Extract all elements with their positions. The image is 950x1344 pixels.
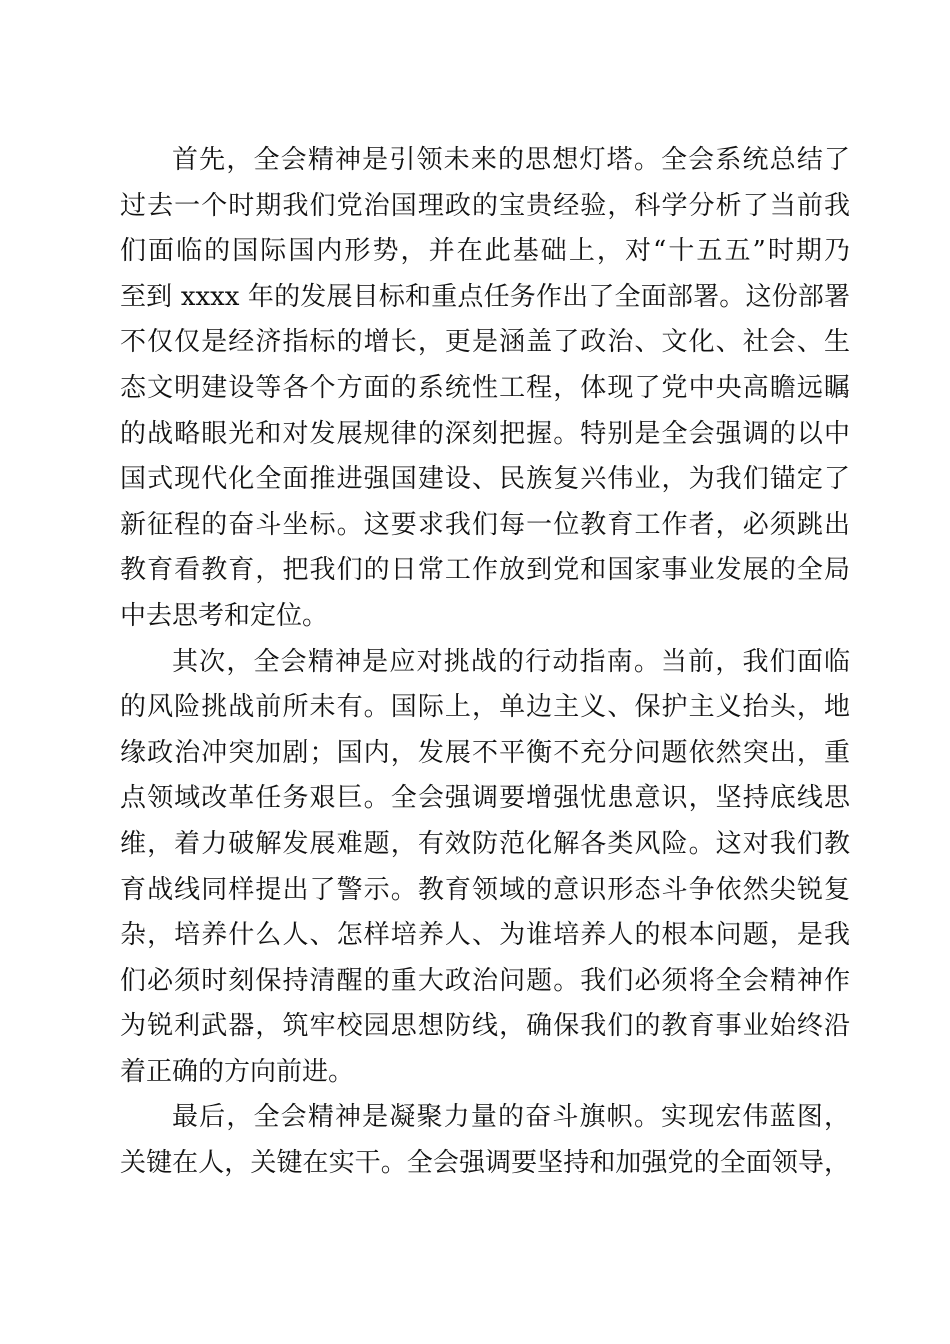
body-text [120, 138, 850, 1187]
paragraph-line: 至到 xxxx 年的发展目标和重点任务作出了全面部署。这份部署 [120, 281, 850, 312]
paragraph-line: 态文明建设等各个方面的系统性工程，体现了党中央高瞻远瞩 [120, 372, 850, 403]
paragraph-3 [120, 1095, 850, 1186]
paragraph-line: 国式现代化全面推进强国建设、民族复兴伟业，为我们锚定了 [120, 464, 850, 495]
paragraph-line: 缘政治冲突加剧；国内，发展不平衡不充分问题依然突出，重 [120, 737, 850, 768]
paragraph-line: 的战略眼光和对发展规律的深刻把握。特别是全会强调的以中 [120, 418, 850, 449]
paragraph-line: 关键在人，关键在实干。全会强调要坚持和加强党的全面领导， [120, 1148, 850, 1179]
paragraph-line: 最后，全会精神是凝聚力量的奋斗旗帜。实现宏伟蓝图， [172, 1102, 850, 1133]
paragraph-1 [120, 138, 850, 640]
paragraph-line: 们面临的国际国内形势，并在此基础上，对“十五五”时期乃 [120, 236, 850, 267]
paragraph-line: 的风险挑战前所未有。国际上，单边主义、保护主义抬头，地 [120, 692, 850, 723]
paragraph-line: 点领域改革任务艰巨。全会强调要增强忧患意识，坚持底线思 [120, 783, 850, 814]
paragraph-line: 过去一个时期我们党治国理政的宝贵经验，科学分析了当前我 [120, 190, 850, 221]
paragraph-line: 着正确的方向前进。 [120, 1056, 355, 1087]
paragraph-line: 为锐利武器，筑牢校园思想防线，确保我们的教育事业始终沿 [120, 1011, 850, 1042]
paragraph-line: 新征程的奋斗坐标。这要求我们每一位教育工作者，必须跳出 [120, 509, 850, 540]
paragraph-line: 育战线同样提出了警示。教育领域的意识形态斗争依然尖锐复 [120, 874, 850, 905]
paragraph-line: 不仅仅是经济指标的增长，更是涵盖了政治、文化、社会、生 [120, 327, 850, 358]
paragraph-line: 维，着力破解发展难题，有效防范化解各类风险。这对我们教 [120, 828, 850, 859]
paragraph-line: 其次，全会精神是应对挑战的行动指南。当前，我们面临 [172, 646, 850, 677]
paragraph-line: 首先，全会精神是引领未来的思想灯塔。全会系统总结了 [172, 145, 850, 175]
paragraph-line: 们必须时刻保持清醒的重大政治问题。我们必须将全会精神作 [120, 965, 850, 996]
paragraph-2 [120, 640, 850, 1096]
paragraph-line: 中去思考和定位。 [120, 600, 329, 631]
paragraph-line: 杂，培养什么人、怎样培养人、为谁培养人的根本问题，是我 [120, 920, 850, 951]
paragraph-line: 教育看教育，把我们的日常工作放到党和国家事业发展的全局 [120, 555, 850, 586]
